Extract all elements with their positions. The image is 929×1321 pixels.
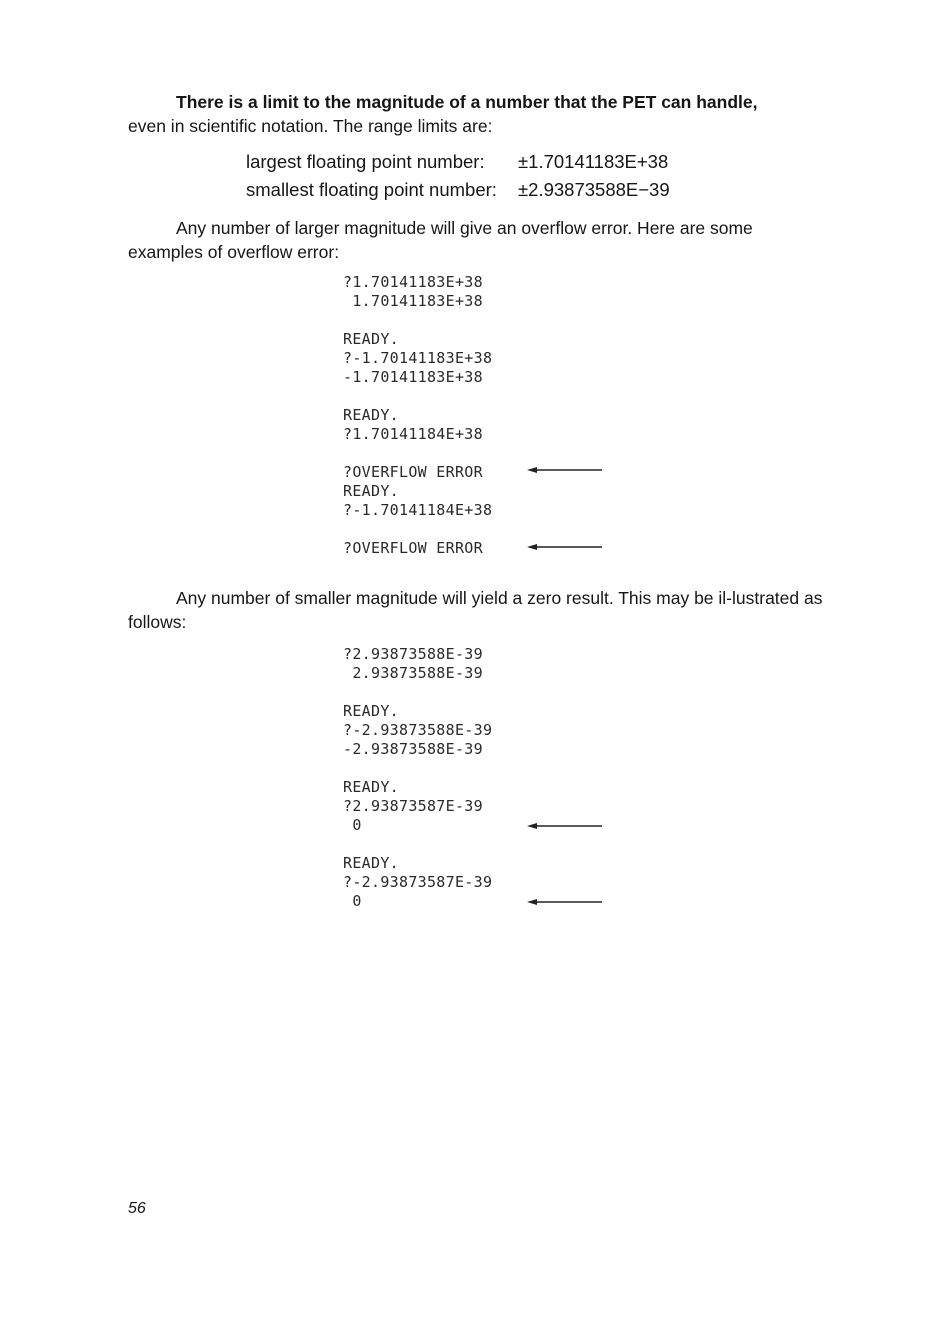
code-blank-line <box>343 444 492 463</box>
code-line: ?-1.70141183E+38 <box>343 349 493 367</box>
code-line: ?-2.93873588E-39 <box>343 721 493 739</box>
code-blank-line <box>343 311 492 330</box>
code-line: READY. <box>343 482 399 500</box>
code-line: -2.93873588E-39 <box>343 740 483 758</box>
code-line: -1.70141183E+38 <box>343 368 483 386</box>
code-line: 0 <box>343 816 362 834</box>
range-label: largest floating point number: <box>246 151 485 172</box>
arrow-icon <box>527 542 603 552</box>
code-line: ?2.93873588E-39 <box>343 645 483 663</box>
range-value: ±2.93873588E−39 <box>518 179 670 200</box>
underflow-code-listing <box>343 645 492 911</box>
code-line: ?-1.70141184E+38 <box>343 501 493 519</box>
range-row-smallest <box>246 176 670 204</box>
code-line: 1.70141183E+38 <box>343 292 483 310</box>
code-blank-line <box>343 835 492 854</box>
code-line: ?1.70141183E+38 <box>343 273 483 291</box>
underflow-paragraph <box>128 586 824 634</box>
code-line: ?1.70141184E+38 <box>343 425 483 443</box>
code-line: READY. <box>343 854 399 872</box>
code-line: READY. <box>343 406 399 424</box>
code-blank-line <box>343 387 492 406</box>
overflow-text: Any number of larger magnitude will give an overflow error. Here are some examples of overflow error: <box>128 218 753 262</box>
intro-paragraph <box>128 90 824 138</box>
code-blank-line <box>343 759 492 778</box>
overflow-paragraph <box>128 216 824 264</box>
arrow-icon <box>527 821 603 831</box>
range-limits <box>246 148 670 204</box>
code-line: READY. <box>343 778 399 796</box>
underflow-text: Any number of smaller magnitude will yield a zero result. This may be il-lustrated as follows: <box>128 588 823 632</box>
code-line: READY. <box>343 702 399 720</box>
code-line: ?2.93873587E-39 <box>343 797 483 815</box>
code-line: 2.93873588E-39 <box>343 664 483 682</box>
page-number: 56 <box>128 1200 146 1217</box>
code-line: 0 <box>343 892 362 910</box>
code-line: ?OVERFLOW ERROR <box>343 463 483 481</box>
code-line: READY. <box>343 330 399 348</box>
arrow-icon <box>527 465 603 475</box>
code-line: ?-2.93873587E-39 <box>343 873 493 891</box>
intro-rest-text: even in scientific notation. The range limits are: <box>128 116 493 136</box>
intro-bold-text: There is a limit to the magnitude of a number that the PET can handle, <box>176 92 758 112</box>
range-row-largest <box>246 148 670 176</box>
arrow-icon <box>527 897 603 907</box>
code-blank-line <box>343 683 492 702</box>
range-value: ±1.70141183E+38 <box>518 151 669 172</box>
range-label: smallest floating point number: <box>246 179 497 200</box>
code-line: ?OVERFLOW ERROR <box>343 539 483 557</box>
overflow-code-listing <box>343 273 492 558</box>
code-blank-line <box>343 520 492 539</box>
